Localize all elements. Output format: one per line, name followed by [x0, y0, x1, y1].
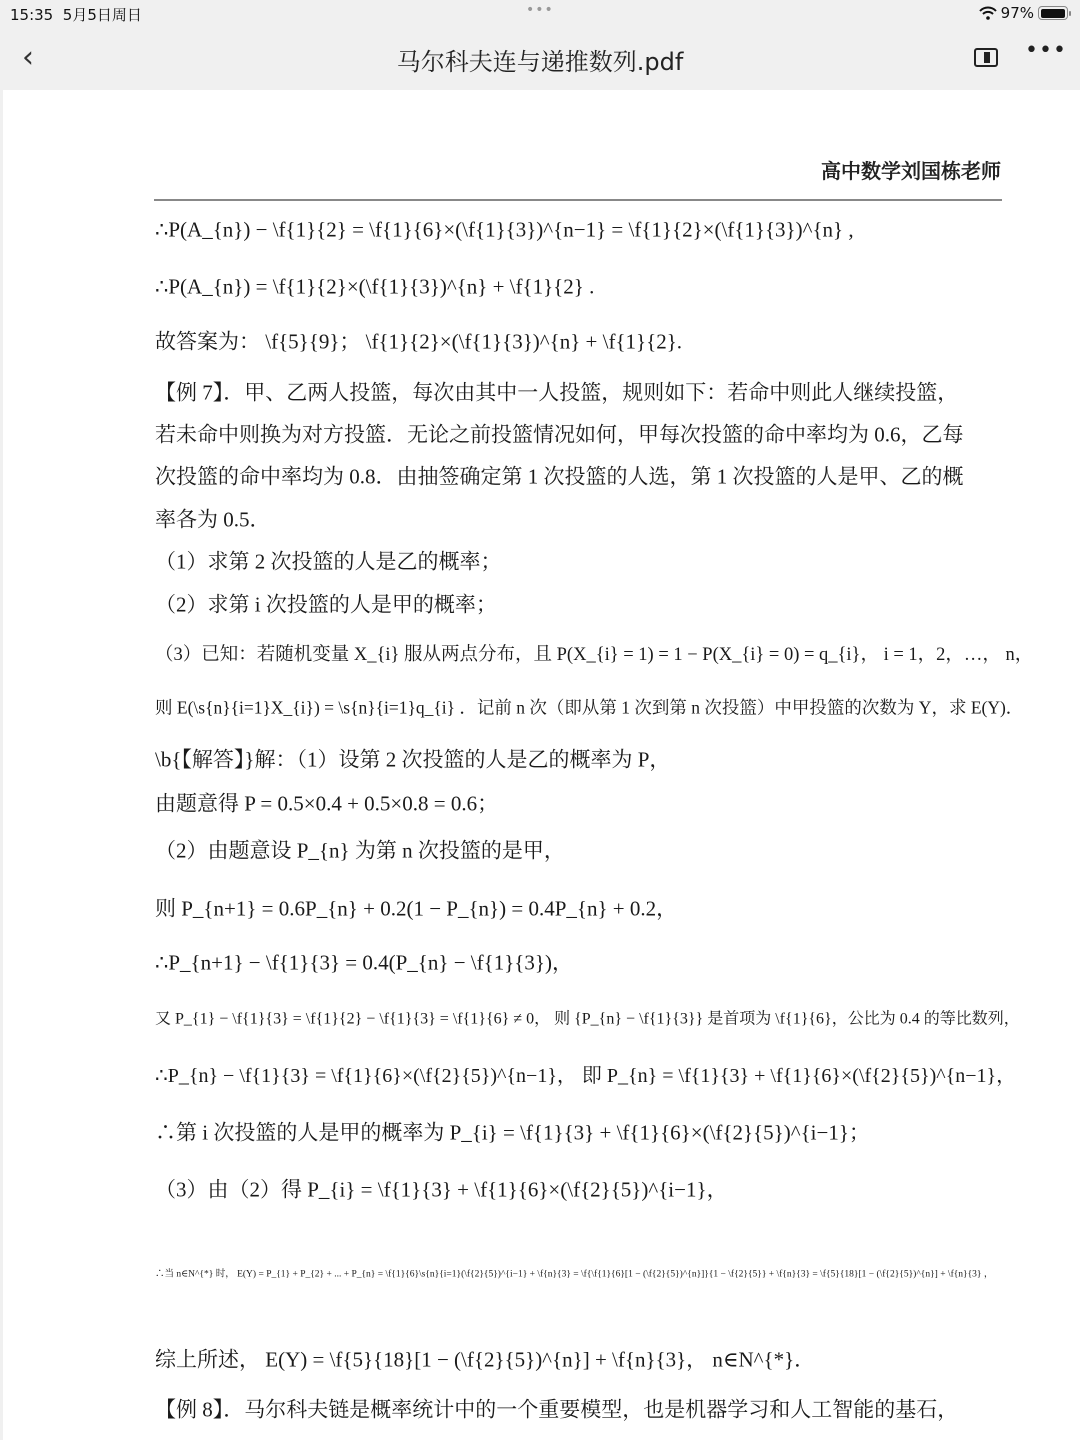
document-title: 马尔科夫连与递推数列.pdf: [396, 48, 684, 76]
document-line: （2）求第 i 次投篮的人是甲的概率；: [155, 592, 497, 617]
document-line: （3）已知：若随机变量 X_{i} 服从两点分布，且 P(X_{i} = 1) = 1 − P(X_{i} = 0) = q_{i}， i = 1，2，…， n，: [155, 644, 1034, 665]
header-divider: [154, 199, 1002, 201]
document-line: ∴第 i 次投篮的人是甲的概率为 P_{i} = \f{1}{3} + \f{1}{6}×(\f{2}{5})^{i−1}；: [155, 1120, 870, 1145]
document-line: \b{【解答】}解：（1）设第 2 次投篮的人是乙的概率为 P，: [155, 747, 671, 772]
document-line: ∴当 n∈N^{*} 时， E(Y) = P_{1} + P_{2} + ... + P_{n} = \f{1}{6}\s{n}{i=1}(\f{2}{5})^{i−1} + \f{n}{3} = \f{\f{1}{6}[1 − (\f{2}{5})^{n}]}{1 − \f{2}{5}} + \f{n}{3} = \f{5}{18}[1 − (\f{2}{5})^{n}] + \f{n}{3} ，: [155, 1269, 994, 1280]
document-line: 则 P_{n+1} = 0.6P_{n} + 0.2(1 − P_{n}) = 0.4P_{n} + 0.2，: [155, 896, 678, 921]
document-line: 【例 7】．甲、乙两人投篮，每次由其中一人投篮，规则如下：若命中则此人继续投篮，: [155, 380, 959, 405]
document-line: 综上所述， E(Y) = \f{5}{18}[1 − (\f{2}{5})^{n}] + \f{n}{3}， n∈N^{*}．: [155, 1347, 816, 1372]
page-header: 高中数学刘国栋老师: [821, 159, 1001, 183]
document-line: 率各为 0.5．: [155, 507, 271, 532]
document-line: （2）由题意设 P_{n} 为第 n 次投篮的是甲，: [155, 838, 565, 863]
chevron-left-icon[interactable]: ‹: [22, 40, 34, 75]
document-line: 故答案为： \f{5}{9}； \f{1}{2}×(\f{1}{3})^{n} + \f{1}{2}.: [155, 329, 683, 354]
document-line: （1）求第 2 次投篮的人是乙的概率；: [155, 549, 502, 574]
document-line: 又 P_{1} − \f{1}{3} = \f{1}{2} − \f{1}{3} = \f{1}{6} ≠ 0， 则 {P_{n} − \f{1}{3}} 是首项为 \f{1}{6}，公比为 0.4 的等比数列，: [155, 1010, 1020, 1028]
document-line: ∴P_{n} − \f{1}{3} = \f{1}{6}×(\f{2}{5})^{n−1}， 即 P_{n} = \f{1}{3} + \f{1}{6}×(\f{2}{5})^{n−1}，: [155, 1065, 1017, 1087]
document-line: ∴P(A_{n}) − \f{1}{2} = \f{1}{6}×(\f{1}{3})^{n−1} = \f{1}{2}×(\f{1}{3})^{n} ,: [155, 217, 854, 242]
status-clock: 15:35: [10, 6, 54, 24]
document-line: 由题意得 P = 0.5×0.4 + 0.5×0.8 = 0.6；: [155, 791, 499, 816]
status-date: 5月5日周日: [62, 6, 142, 24]
document-line: 则 E(\s{n}{i=1}X_{i}) = \s{n}{i=1}q_{i} ．记前 n 次（即从第 1 次到第 n 次投篮）中甲投篮的次数为 Y，求 E(Y)．: [155, 697, 1024, 718]
battery-percent: 97%: [1000, 4, 1034, 22]
ellipsis-icon[interactable]: •••: [1025, 38, 1067, 63]
document-line: ∴P_{n+1} − \f{1}{3} = 0.4(P_{n} − \f{1}{3})，: [155, 950, 573, 975]
document-line: 【例 8】．马尔科夫链是概率统计中的一个重要模型，也是机器学习和人工智能的基石，: [155, 1397, 959, 1422]
document-line: 次投篮的命中率均为 0.8．由抽签确定第 1 次投篮的人选，第 1 次投篮的人是甲、乙的概: [155, 464, 964, 489]
document-line: 若未命中则换为对方投篮．无论之前投篮情况如何，甲每次投篮的命中率均为 0.6，乙每: [155, 422, 964, 447]
document-line: ∴P(A_{n}) = \f{1}{2}×(\f{1}{3})^{n} + \f{1}{2} .: [155, 274, 595, 299]
document-line: （3）由（2）得 P_{i} = \f{1}{3} + \f{1}{6}×(\f{2}{5})^{i−1}，: [155, 1177, 728, 1202]
multitask-dots[interactable]: •••: [526, 2, 554, 18]
